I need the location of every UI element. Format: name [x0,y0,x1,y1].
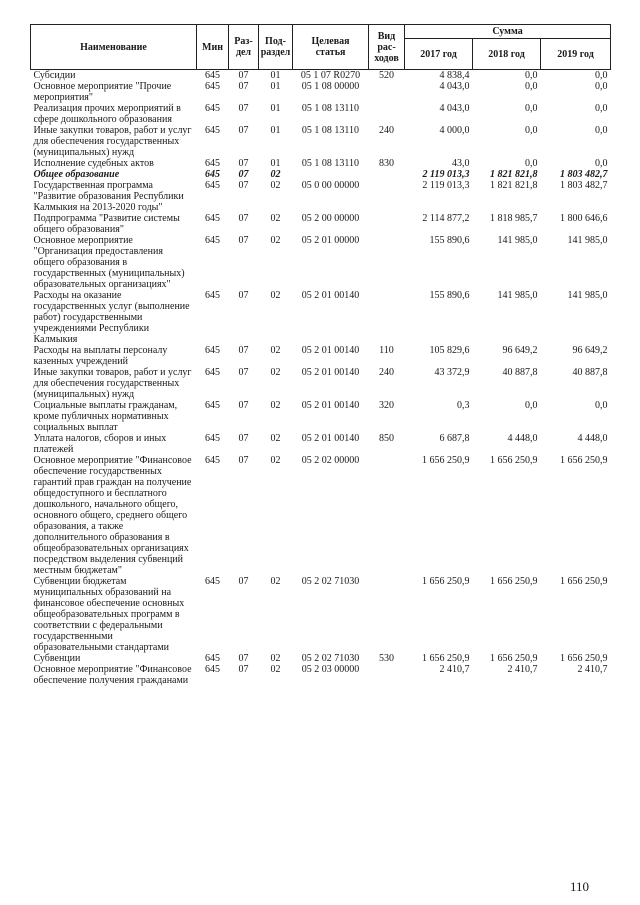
row-target-article: 05 2 02 00000 [301,455,360,466]
row-sum-2017: 2 119 013,3 [422,169,470,180]
table-row [31,103,611,125]
row-name: Иные закупки товаров, работ и услуг для обеспечения государственных (муниципальных) нужд [33,125,192,158]
row-ministry: 645 [205,290,220,301]
row-section: 07 [238,290,249,301]
table-row [31,290,611,345]
row-sum-2018: 1 656 250,9 [490,455,538,466]
row-expense-type [369,81,405,103]
row-target-article: 05 2 01 00140 [301,345,360,356]
row-subsection: 01 [270,125,281,136]
row-name: Иные закупки товаров, работ и услуг для обеспечения государственных (муниципальных) нужд [33,367,192,400]
row-name: Основное мероприятие "Финансовое обеспечение получения гражданами [33,664,192,686]
row-target-article: 05 2 01 00140 [301,433,360,444]
row-section: 07 [238,400,249,411]
row-name: Субвенции бюджетам муниципальных образований на финансовое обеспечение основных общеобразовательных программ в соответствии с федеральными государственными образовательными стандартами [33,576,185,653]
row-subsection: 02 [270,400,281,411]
header-target-article: Целевая статья [293,25,369,70]
table-row [31,400,611,433]
row-sum-2018: 141 985,0 [497,235,538,246]
header-year-2019: 2019 год [541,39,611,70]
row-expense-type: 830 [379,158,394,169]
row-name: Реализация прочих мероприятий в сфере дошкольного образования [33,103,181,125]
row-expense-type [369,290,405,345]
row-sum-2019: 0,0 [595,70,608,81]
row-ministry: 645 [205,169,220,180]
row-target-article: 05 1 08 00000 [301,81,360,92]
row-target-article: 05 2 00 00000 [301,213,360,224]
row-sum-2018: 40 887,8 [502,367,538,378]
table-row [31,367,611,400]
row-subsection: 01 [270,158,281,169]
row-section: 07 [238,103,249,114]
row-sum-2017: 4 000,0 [439,125,470,136]
row-name: Субсидии [33,70,76,81]
row-expense-type [369,213,405,235]
table-row [31,180,611,213]
row-sum-2019: 1 656 250,9 [560,653,608,664]
row-target-article: 05 1 08 13110 [301,125,360,136]
row-subsection: 02 [270,180,281,191]
row-subsection: 02 [270,345,281,356]
row-section: 07 [238,433,249,444]
row-ministry: 645 [205,455,220,466]
row-section: 07 [238,169,249,180]
header-ministry: Мин [197,25,229,70]
row-target-article: 05 2 01 00140 [301,400,360,411]
row-sum-2017: 2 410,7 [439,664,470,675]
row-sum-2019: 1 800 646,6 [560,213,608,224]
row-sum-2019: 0,0 [595,81,608,92]
row-expense-type [369,180,405,213]
row-sum-2019: 141 985,0 [567,235,608,246]
row-expense-type: 110 [379,345,394,356]
row-name: Основное мероприятие "Организация предоставления общего образования в государственных (муниципальных) образовательных организациях" [33,235,185,290]
row-name: Подпрограмма "Развитие системы общего образования" [33,213,180,235]
row-subsection: 01 [270,103,281,114]
row-section: 07 [238,345,249,356]
table-row [31,125,611,158]
row-name: Расходы на оказание государственных услуг (выполнение работ) государственными учреждениями Республики Калмыкия [33,290,190,345]
row-subsection: 02 [270,213,281,224]
row-sum-2017: 105 829,6 [429,345,470,356]
table-body [31,70,611,687]
row-section: 07 [238,125,249,136]
row-sum-2017: 1 656 250,9 [422,576,470,587]
row-subsection: 01 [270,81,281,92]
table-row [31,455,611,576]
row-subsection: 02 [270,235,281,246]
row-target-article: 05 1 08 13110 [301,103,360,114]
row-section: 07 [238,70,249,81]
row-sum-2018: 1 821 821,8 [490,169,538,180]
row-subsection: 02 [270,664,281,675]
row-sum-2019: 0,0 [595,158,608,169]
row-expense-type: 530 [379,653,394,664]
row-name: Уплата налогов, сборов и иных платежей [33,433,167,455]
row-sum-2018: 0,0 [525,70,538,81]
header-sum: Сумма [405,25,611,39]
row-ministry: 645 [205,433,220,444]
row-sum-2018: 1 821 821,8 [490,180,538,191]
row-ministry: 645 [205,81,220,92]
row-expense-type [369,235,405,290]
page-number: 110 [570,879,590,894]
row-sum-2017: 155 890,6 [429,235,470,246]
row-section: 07 [238,213,249,224]
row-sum-2018: 96 649,2 [502,345,538,356]
row-section: 07 [238,158,249,169]
row-name: Субвенции [33,653,81,664]
row-target-article: 05 2 01 00140 [301,290,360,301]
row-sum-2017: 4 043,0 [439,81,470,92]
row-ministry: 645 [205,367,220,378]
row-section: 07 [238,664,249,675]
row-sum-2019: 0,0 [595,125,608,136]
header-year-2018: 2018 год [473,39,541,70]
row-target-article: 05 0 00 00000 [301,180,360,191]
table-row [31,664,611,686]
row-sum-2019: 1 803 482,7 [560,169,608,180]
row-sum-2019: 40 887,8 [572,367,608,378]
table-row [31,70,611,82]
row-sum-2019: 96 649,2 [572,345,608,356]
budget-table-page [30,24,610,686]
row-section: 07 [238,81,249,92]
row-ministry: 645 [205,664,220,675]
row-subsection: 01 [270,70,281,81]
row-ministry: 645 [205,180,220,191]
row-sum-2019: 4 448,0 [577,433,608,444]
row-expense-type: 320 [379,400,394,411]
row-sum-2017: 4 043,0 [439,103,470,114]
row-target-article: 05 2 01 00140 [301,367,360,378]
header-section: Раз- дел [229,25,259,70]
row-subsection: 02 [270,455,281,466]
row-sum-2018: 1 818 985,7 [490,213,538,224]
row-sum-2019: 2 410,7 [577,664,608,675]
row-ministry: 645 [205,576,220,587]
row-name: Основное мероприятие "Финансовое обеспечение государственных гарантий прав граждан на получение общедоступного и бесплатного дошкольного, начального общего, основного общего, среднего общего образования, а также дополнительного образования в общеобразовательных организациях посредством выделения субвенций местным бюджетам" [33,455,192,576]
row-sum-2017: 155 890,6 [429,290,470,301]
row-ministry: 645 [205,213,220,224]
row-sum-2018: 0,0 [525,400,538,411]
row-expense-type: 520 [379,70,394,81]
row-sum-2019: 1 656 250,9 [560,576,608,587]
row-expense-type: 240 [379,125,394,136]
header-name: Наименование [31,25,197,70]
row-section: 07 [238,653,249,664]
row-sum-2017: 6 687,8 [439,433,470,444]
header-subsection: Под- раздел [259,25,293,70]
row-ministry: 645 [205,235,220,246]
row-name: Государственная программа "Развитие образования Республики Калмыкия на 2013-2020 годы" [33,180,184,213]
row-sum-2017: 1 656 250,9 [422,455,470,466]
table-row [31,653,611,664]
row-section: 07 [238,576,249,587]
row-target-article: 05 1 08 13110 [301,158,360,169]
row-name: Социальные выплаты гражданам, кроме публичных нормативных социальных выплат [33,400,178,433]
row-target-article: 05 2 02 71030 [301,576,360,587]
row-expense-type [369,169,405,180]
row-sum-2017: 4 838,4 [439,70,470,81]
row-target-article: 05 2 03 00000 [301,664,360,675]
row-ministry: 645 [205,653,220,664]
row-sum-2017: 1 656 250,9 [422,653,470,664]
row-sum-2018: 0,0 [525,125,538,136]
row-sum-2018: 0,0 [525,158,538,169]
header-year-2017: 2017 год [405,39,473,70]
row-sum-2017: 0,3 [457,400,470,411]
row-subsection: 02 [270,290,281,301]
row-name: Основное мероприятие "Прочие мероприятия" [33,81,172,103]
row-sum-2018: 4 448,0 [507,433,538,444]
table-row [31,169,611,180]
table-row [31,576,611,653]
table-row [31,81,611,103]
budget-table [30,24,611,686]
row-expense-type [369,103,405,125]
row-expense-type: 850 [379,433,394,444]
row-expense-type [369,664,405,686]
table-row [31,213,611,235]
row-sum-2017: 2 114 877,2 [422,213,470,224]
row-ministry: 645 [205,125,220,136]
row-expense-type [369,455,405,576]
row-sum-2018: 141 985,0 [497,290,538,301]
row-subsection: 02 [270,576,281,587]
row-section: 07 [238,235,249,246]
row-sum-2019: 1 656 250,9 [560,455,608,466]
row-expense-type [369,576,405,653]
row-section: 07 [238,367,249,378]
row-ministry: 645 [205,345,220,356]
row-name: Общее образование [33,169,120,180]
row-subsection: 02 [270,433,281,444]
row-subsection: 02 [270,367,281,378]
row-sum-2019: 0,0 [595,400,608,411]
row-expense-type: 240 [379,367,394,378]
row-sum-2018: 1 656 250,9 [490,576,538,587]
row-name: Исполнение судебных актов [33,158,154,169]
row-sum-2017: 43,0 [452,158,470,169]
row-section: 07 [238,455,249,466]
row-section: 07 [238,180,249,191]
row-sum-2017: 43 372,9 [434,367,470,378]
row-sum-2018: 1 656 250,9 [490,653,538,664]
row-sum-2018: 0,0 [525,81,538,92]
row-ministry: 645 [205,400,220,411]
row-sum-2018: 0,0 [525,103,538,114]
row-sum-2017: 2 119 013,3 [422,180,470,191]
row-sum-2018: 2 410,7 [507,664,538,675]
table-row [31,433,611,455]
row-sum-2019: 0,0 [595,103,608,114]
row-target-article: 05 1 07 R0270 [300,70,361,81]
row-subsection: 02 [270,653,281,664]
row-name: Расходы на выплаты персоналу казенных учреждений [33,345,168,367]
row-ministry: 645 [205,70,220,81]
row-target-article: 05 2 02 71030 [301,653,360,664]
table-row [31,158,611,169]
row-target-article [293,169,369,180]
row-ministry: 645 [205,103,220,114]
header-expense-type: Вид рас- ходов [369,25,405,70]
row-target-article: 05 2 01 00000 [301,235,360,246]
row-sum-2019: 141 985,0 [567,290,608,301]
row-ministry: 645 [205,158,220,169]
table-row [31,345,611,367]
row-subsection: 02 [270,169,281,180]
table-row [31,235,611,290]
row-sum-2019: 1 803 482,7 [560,180,608,191]
